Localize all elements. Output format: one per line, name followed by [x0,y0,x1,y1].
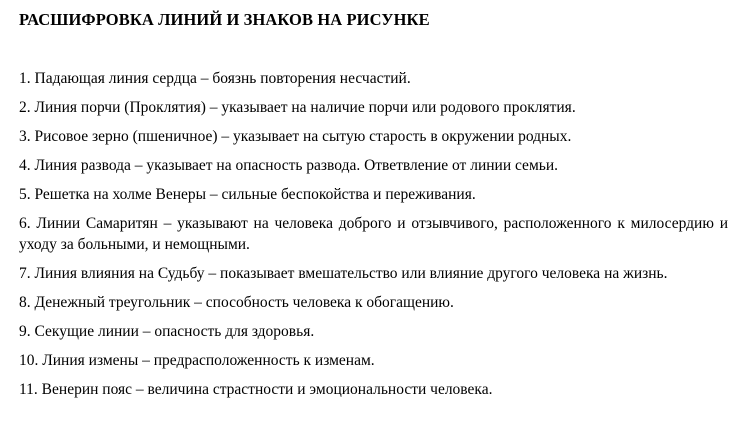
list-item: 3. Рисовое зерно (пшеничное) – указывает на сытую старость в окружении родных. [19,128,572,145]
document-title: РАСШИФРОВКА ЛИНИЙ И ЗНАКОВ НА РИСУНКЕ [19,10,430,29]
list-item: 4. Линия развода – указывает на опасность развода. Ответвление от линии семьи. [19,157,558,174]
list-item: 7. Линия влияния на Судьбу – показывает вмешательство или влияние другого человека на жизнь. [19,265,668,282]
list-item: 8. Денежный треугольник – способность человека к обогащению. [19,294,454,311]
list-item: 9. Секущие линии – опасность для здоровья. [19,323,315,340]
list-item: 2. Линия порчи (Проклятия) – указывает на наличие порчи или родового проклятия. [19,99,576,116]
list-item: 10. Линия измены – предрасположенность к изменам. [19,352,375,369]
list-item: 5. Решетка на холме Венеры – сильные беспокойства и переживания. [19,186,476,203]
list-item: 11. Венерин пояс – величина страстности и эмоциональности человека. [19,381,493,398]
list-item: 1. Падающая линия сердца – боязнь повторения несчастий. [19,70,411,87]
legend-list [19,68,728,408]
list-item: 6. Линии Самаритян – указывают на человека доброго и отзывчивого, расположенного к милосердию и уходу за больными, и немощными. [19,215,728,253]
